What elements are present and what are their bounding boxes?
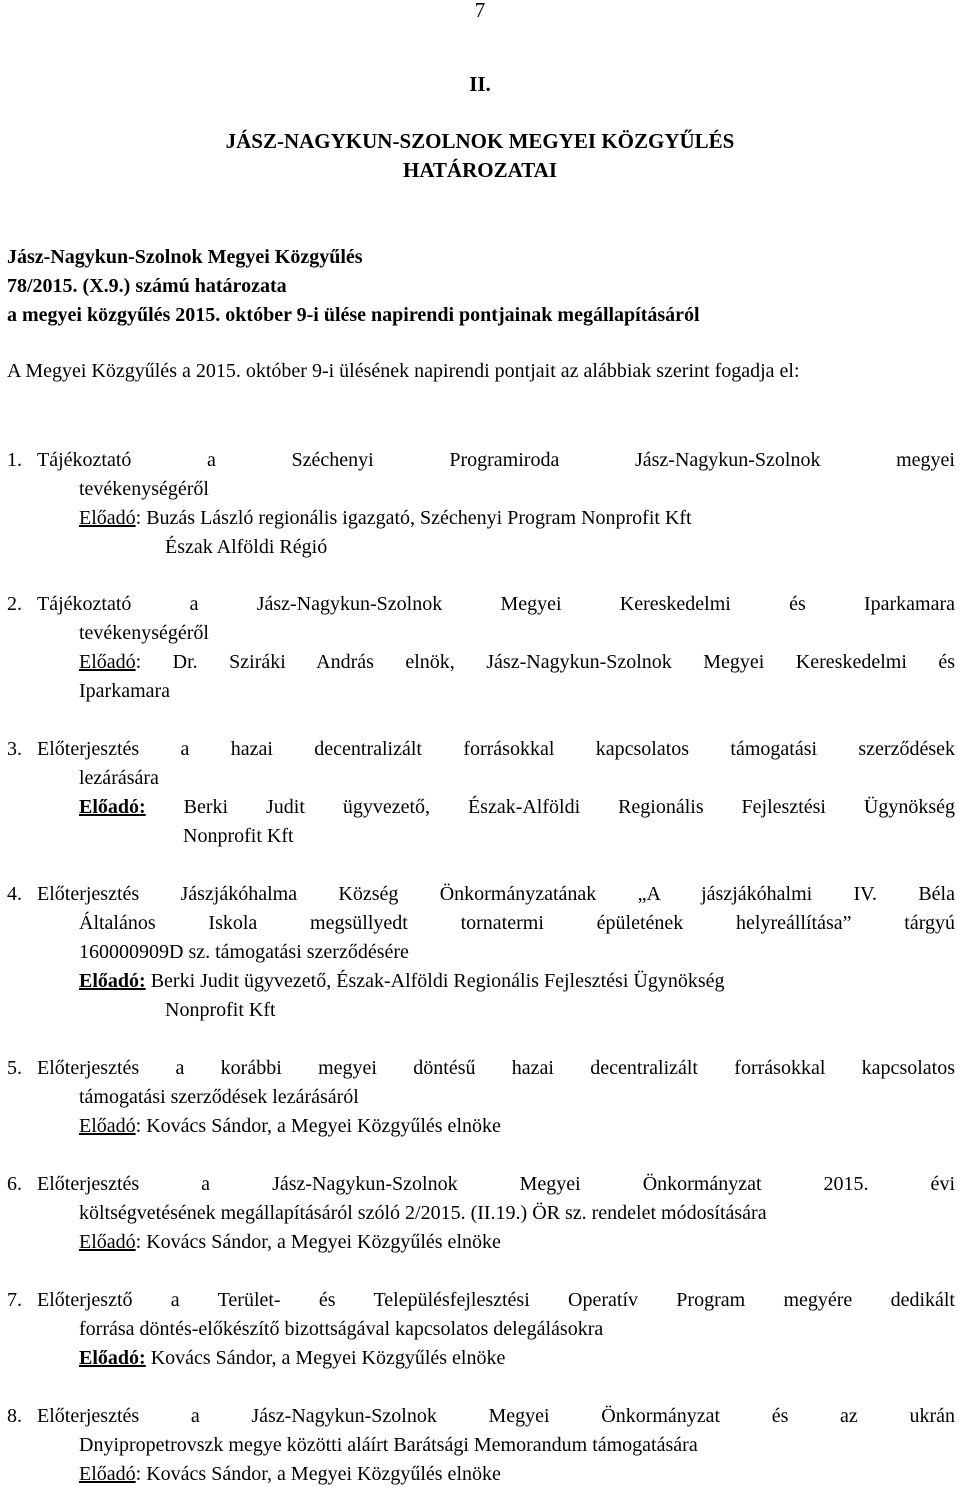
agenda-item-title-line: Előterjesztés a korábbi megyei döntésű hazai decentralizált forrásokkal kapcsolatos	[37, 1057, 955, 1079]
agenda-item-title-line: Előterjesztés a Jász-Nagykun-Szolnok Megyei Önkormányzat 2015. évi	[37, 1173, 955, 1195]
agenda-item-number: 8.	[7, 1405, 22, 1427]
agenda-item-title-cont: költségvetésének megállapításáról szóló 2/2015. (II.19.) ÖR sz. rendelet módosítására	[79, 1202, 767, 1224]
presenter-text: : Kovács Sándor, a Megyei Közgyűlés elnöke	[135, 1115, 501, 1137]
presenter-text: : Buzás László regionális igazgató, Széchenyi Program Nonprofit Kft	[135, 507, 692, 529]
agenda-item-title	[7, 590, 955, 619]
agenda-item-title-line: Előterjesztés a Jász-Nagykun-Szolnok Megyei Önkormányzat és az ukrán	[37, 1405, 955, 1427]
resolution-number: 78/2015. (X.9.) számú határozata	[7, 275, 287, 297]
agenda-item-number: 4.	[7, 883, 22, 905]
agenda-item-presenter	[7, 1460, 955, 1489]
presenter-text-cont: Észak Alföldi Régió	[165, 536, 328, 558]
presenter-label: Előadó	[79, 651, 136, 673]
part-heading: II.	[469, 72, 491, 96]
presenter-text-cont: Nonprofit Kft	[183, 825, 294, 847]
agenda-item-presenter	[7, 1112, 955, 1141]
presenter-label: Előadó	[79, 796, 140, 818]
agenda-item	[7, 1402, 955, 1489]
agenda-item-presenter: Előadó: Berki Judit ügyvezető, Észak-Alföldi Regionális Fejlesztési Ügynökség	[79, 796, 956, 818]
agenda-item-title-cont: Általános Iskola megsüllyedt tornatermi épületének helyreállítása” tárgyú	[79, 912, 955, 934]
resolution-subject: a megyei közgyűlés 2015. október 9-i ülése napirendi pontjainak megállapításáról	[7, 304, 700, 326]
page-number: 7	[474, 0, 486, 22]
agenda-item-number: 6.	[7, 1173, 22, 1195]
agenda-item-number: 5.	[7, 1057, 22, 1079]
agenda-item-title-cont: 160000909D sz. támogatási szerződésére	[79, 941, 409, 963]
agenda-item	[7, 880, 955, 1025]
agenda-item-presenter	[7, 504, 955, 533]
agenda-item-title	[7, 446, 955, 475]
agenda-item	[7, 1054, 955, 1141]
presenter-text: : Dr. Sziráki András elnök, Jász-Nagykun-Szolnok Megyei Kereskedelmi és	[135, 651, 955, 673]
agenda-item-number: 3.	[7, 738, 22, 760]
document-title	[0, 127, 960, 185]
agenda-item	[7, 590, 955, 706]
agenda-item-title-line: Tájékoztató a Jász-Nagykun-Szolnok Megyei Kereskedelmi és Iparkamara	[37, 593, 955, 615]
agenda-item-title	[7, 880, 955, 909]
presenter-label: Előadó	[79, 507, 136, 529]
agenda-item-title-cont: tevékenységéről	[79, 478, 209, 500]
agenda-item-title	[7, 1286, 955, 1315]
agenda-item-title-cont: lezárására	[79, 767, 159, 789]
agenda-item	[7, 735, 955, 851]
intro-paragraph: A Megyei Közgyűlés a 2015. október 9-i ülésének napirendi pontjait az alábbiak szerint fogadja el:	[7, 360, 800, 382]
agenda-item-title-cont: forrása döntés-előkészítő bizottságával kapcsolatos delegálásokra	[79, 1318, 604, 1340]
presenter-label: Előadó	[79, 970, 140, 992]
presenter-text: : Kovács Sándor, a Megyei Közgyűlés elnöke	[135, 1231, 501, 1253]
agenda-item-number: 7.	[7, 1289, 22, 1311]
presenter-label: Előadó	[79, 1347, 140, 1369]
agenda-item	[7, 1286, 955, 1373]
presenter-text-cont: Nonprofit Kft	[165, 999, 276, 1021]
agenda-item-presenter	[7, 648, 955, 677]
presenter-text: Berki Judit ügyvezető, Észak-Alföldi Regionális Fejlesztési Ügynökség	[183, 796, 956, 818]
presenter-label: Előadó	[79, 1463, 136, 1485]
agenda-item-presenter: Előadó: Berki Judit ügyvezető, Észak-Alföldi Regionális Fejlesztési Ügynökség	[79, 970, 725, 992]
agenda-item-number: 1.	[7, 449, 22, 471]
presenter-text: : Kovács Sándor, a Megyei Közgyűlés elnöke	[135, 1463, 501, 1485]
presenter-text: Berki Judit ügyvezető, Észak-Alföldi Regionális Fejlesztési Ügynökség	[150, 970, 725, 992]
agenda-item-title-cont: Dnyipropetrovszk megye közötti aláírt Barátsági Memorandum támogatására	[79, 1434, 698, 1456]
agenda-item-title-cont: tevékenységéről	[79, 622, 209, 644]
agenda-item-title-line: Előterjesztő a Terület- és Településfejlesztési Operatív Program megyére dedikált	[37, 1289, 955, 1311]
agenda-item	[7, 1170, 955, 1257]
presenter-label: Előadó	[79, 1115, 136, 1137]
agenda-item-title-line: Tájékoztató a Széchenyi Programiroda Jász-Nagykun-Szolnok megyei	[37, 449, 955, 471]
presenter-text: Kovács Sándor, a Megyei Közgyűlés elnöke	[150, 1347, 506, 1369]
agenda-item-number: 2.	[7, 593, 22, 615]
resolution-issuer: Jász-Nagykun-Szolnok Megyei Közgyűlés	[7, 246, 363, 268]
agenda-item-title	[7, 1402, 955, 1431]
agenda-item-title-line: Előterjesztés Jászjákóhalma Község Önkormányzatának „A jászjákóhalmi IV. Béla	[37, 883, 955, 905]
document-title-line-2: HATÁROZATAI	[402, 158, 557, 182]
resolution-heading	[7, 243, 700, 330]
agenda-item	[7, 446, 955, 562]
agenda-item-title-cont: támogatási szerződések lezárásáról	[79, 1086, 359, 1108]
agenda-item-title-line: Előterjesztés a hazai decentralizált forrásokkal kapcsolatos támogatási szerződések	[37, 738, 955, 760]
agenda-item-title	[7, 1170, 955, 1199]
agenda-item-presenter	[7, 1228, 955, 1257]
agenda-item-presenter: Előadó: Kovács Sándor, a Megyei Közgyűlés elnöke	[79, 1347, 506, 1369]
agenda-item-title	[7, 1054, 955, 1083]
presenter-label: Előadó	[79, 1231, 136, 1253]
presenter-text-cont: Iparkamara	[79, 680, 171, 702]
agenda-item-title	[7, 735, 955, 764]
document-title-line-1: JÁSZ-NAGYKUN-SZOLNOK MEGYEI KÖZGYŰLÉS	[225, 129, 735, 153]
